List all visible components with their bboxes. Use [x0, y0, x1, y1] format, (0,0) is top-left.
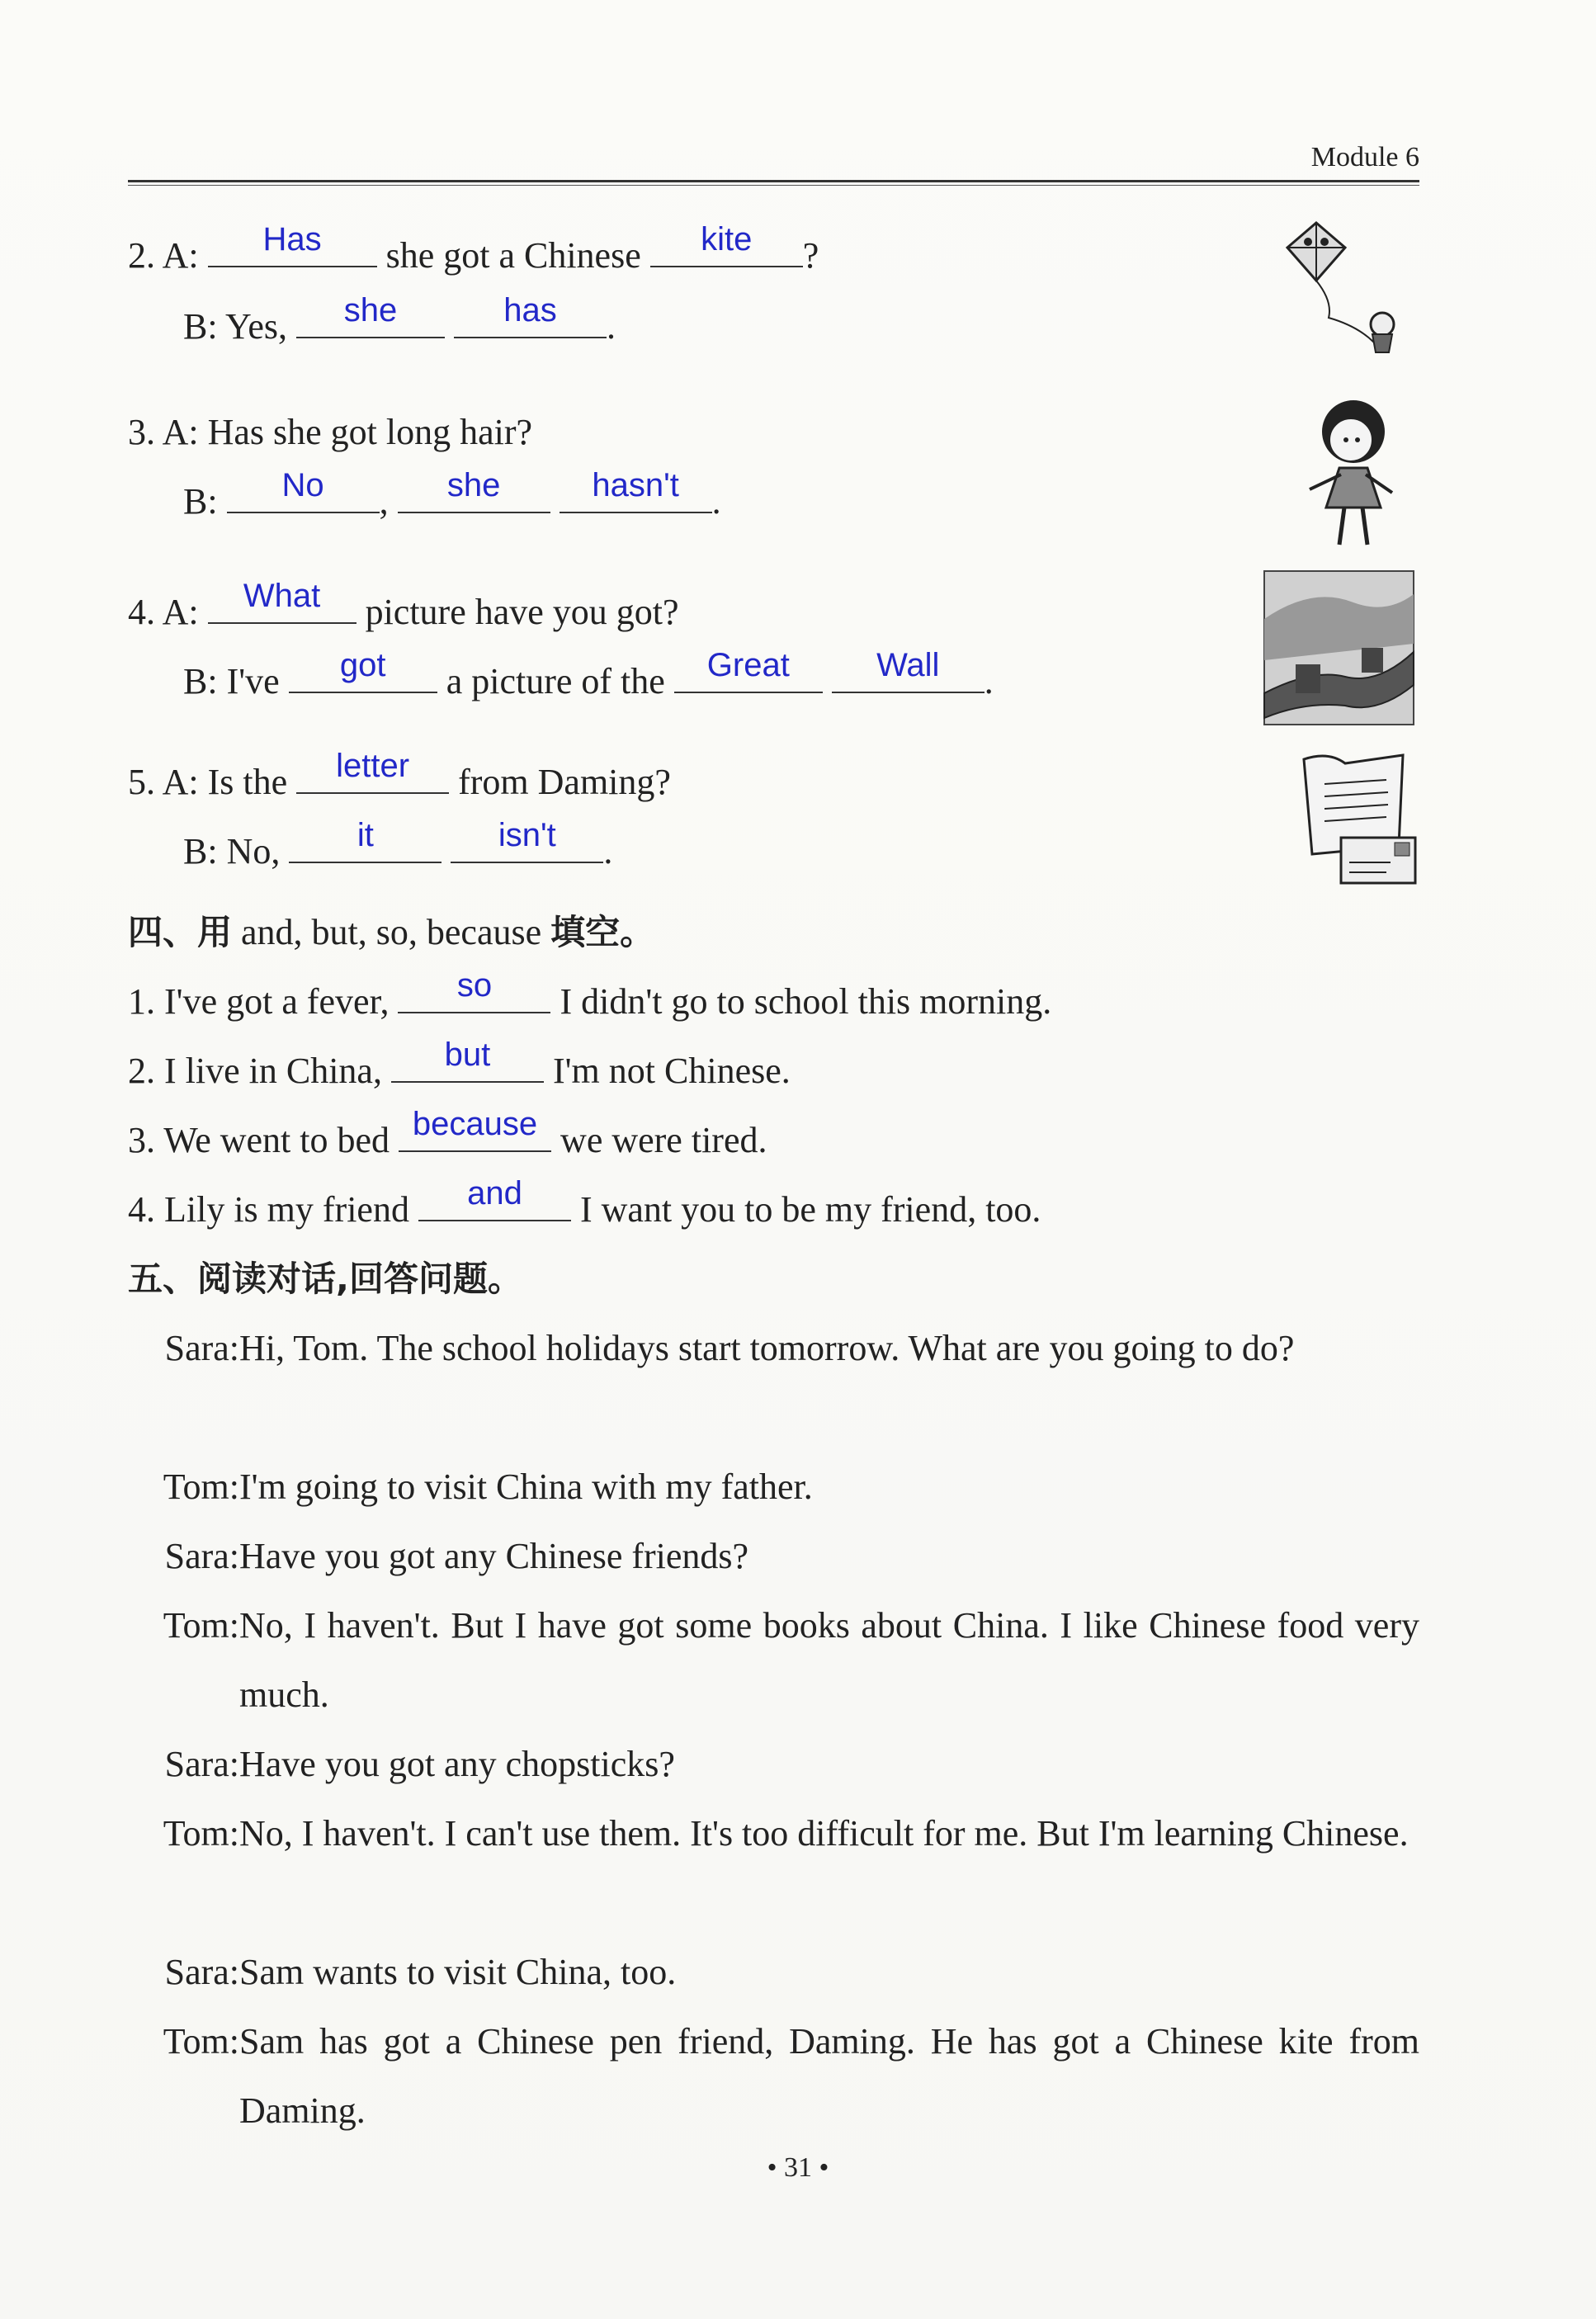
dialogue-text: I'm going to visit China with my father. — [239, 1466, 813, 1507]
speaker-name: Sara: — [164, 1744, 239, 1784]
speaker-label: A: — [162, 762, 199, 802]
question-number: 2. — [128, 1051, 155, 1091]
dialogue-text: No, I haven't. But I have got some books about China. I like Chinese food very much. — [239, 1605, 1419, 1715]
punct: . — [606, 306, 616, 347]
answer-blank[interactable] — [674, 647, 823, 693]
speaker-label: A: — [162, 412, 199, 452]
speaker-name: Sara: — [164, 1952, 239, 1992]
answer-blank[interactable] — [289, 817, 441, 863]
answer-text: isn't — [498, 817, 556, 853]
q3-line-b — [183, 467, 721, 527]
dialogue-text: Have you got any chopsticks? — [239, 1744, 675, 1784]
answer-blank[interactable] — [399, 1106, 551, 1152]
q5-line-b — [183, 817, 613, 876]
heading-prefix: 四、用 — [128, 912, 233, 952]
answer-blank[interactable] — [391, 1037, 544, 1083]
page-number: • 31 • — [767, 2152, 829, 2183]
answer-text: has — [503, 292, 557, 328]
speaker-label: B: — [183, 481, 218, 522]
question-number: 3. — [128, 1120, 155, 1160]
answer-blank[interactable] — [398, 967, 550, 1013]
dialogue-line — [128, 1314, 1419, 1452]
girl-illustration — [1291, 392, 1415, 557]
speaker-name: Tom: — [163, 2021, 239, 2062]
answer-blank[interactable] — [227, 467, 380, 513]
answer-prefix: I've — [226, 661, 280, 701]
speaker-name: Sara: — [164, 1328, 239, 1368]
answer-prefix: No, — [226, 831, 281, 871]
dialogue-line — [128, 1799, 1419, 1938]
heading-words: and, but, so, because — [232, 912, 551, 952]
punct: . — [984, 661, 994, 701]
q5-line-a — [128, 748, 671, 807]
answer-blank[interactable] — [560, 467, 712, 513]
answer-text: because — [412, 1106, 538, 1142]
dialogue-line — [128, 2007, 1419, 2146]
answer-blank[interactable] — [832, 647, 985, 693]
answer-text: kite — [701, 221, 753, 257]
sentence-end: I want you to be my friend, too. — [579, 1189, 1041, 1230]
speaker-name: Tom: — [163, 1605, 239, 1646]
kite-illustration — [1283, 219, 1415, 359]
dialogue-line — [128, 1591, 1419, 1730]
question-number: 3. — [128, 412, 155, 452]
dialogue-text: Have you got any Chinese friends? — [239, 1536, 749, 1576]
answer-text: and — [467, 1175, 522, 1211]
speaker-label: A: — [162, 235, 199, 276]
dialogue-line — [128, 1452, 1419, 1522]
speaker-name: Tom: — [163, 1466, 239, 1507]
dialogue-text: Hi, Tom. The school holidays start tomorrow. What are you going to do? — [239, 1328, 1295, 1368]
s4-item — [128, 1037, 791, 1096]
answer-blank[interactable] — [451, 817, 603, 863]
answer-prefix: Yes, — [224, 306, 287, 347]
answer-blank[interactable] — [208, 221, 377, 267]
q4-line-a — [128, 578, 679, 637]
sentence-start: I've got a fever, — [164, 981, 390, 1022]
question-text: from Daming? — [458, 762, 671, 802]
punct: . — [603, 831, 613, 871]
sentence-end: I didn't go to school this morning. — [560, 981, 1052, 1022]
answer-text: it — [357, 817, 374, 853]
dialogue-text: Sam wants to visit China, too. — [239, 1952, 677, 1992]
q2-line-b — [183, 292, 616, 352]
speaker-label: B: — [183, 661, 218, 701]
speaker-label: A: — [162, 592, 199, 632]
answer-text: but — [444, 1037, 491, 1073]
dialogue-line — [128, 1938, 1419, 2007]
q3-line-a — [128, 408, 532, 457]
question-text: Is the — [207, 762, 288, 802]
module-label: Module 6 — [1310, 142, 1419, 172]
answer-text: hasn't — [592, 467, 679, 503]
answer-text: No — [281, 467, 324, 503]
sentence-end: I'm not Chinese. — [552, 1051, 791, 1091]
section5-heading: 五、阅读对话,回答问题。 — [128, 1259, 522, 1299]
answer-text: letter — [336, 748, 410, 784]
heading-suffix: 填空。 — [550, 912, 655, 952]
question-number: 5. — [128, 762, 155, 802]
answer-text: she — [343, 292, 398, 328]
s4-item — [128, 1106, 767, 1165]
dialogue-text: Sam has got a Chinese pen friend, Daming. He has got a Chinese kite from Daming. — [239, 2021, 1419, 2131]
s4-item — [128, 1175, 1041, 1235]
answer-text: What — [243, 578, 321, 614]
question-number: 1. — [128, 981, 155, 1022]
answer-blank[interactable] — [650, 221, 803, 267]
question-text: she got a Chinese — [385, 235, 641, 276]
sentence-start: We went to bed — [163, 1120, 390, 1160]
answer-text: so — [456, 967, 493, 1004]
dialogue-text: No, I haven't. I can't use them. It's too difficult for me. But I'm learning Chinese. — [239, 1813, 1409, 1854]
answer-text: Has — [262, 221, 322, 257]
question-text: picture have you got? — [365, 592, 679, 632]
answer-blank[interactable] — [208, 578, 357, 624]
s4-item — [128, 967, 1052, 1027]
sentence-start: Lily is my friend — [164, 1189, 409, 1230]
speaker-label: B: — [183, 306, 218, 347]
punct: , — [379, 481, 389, 522]
speaker-label: B: — [183, 831, 218, 871]
answer-middle: a picture of the — [446, 661, 665, 701]
dialogue-line — [128, 1522, 1419, 1591]
question-text: Has she got long hair? — [207, 412, 533, 452]
sentence-start: I live in China, — [164, 1051, 382, 1091]
header-rule-thin — [128, 185, 1419, 186]
question-number: 2. — [128, 235, 155, 276]
answer-text: Wall — [876, 647, 940, 683]
answer-blank[interactable] — [289, 647, 437, 693]
answer-text: Great — [706, 647, 790, 683]
punct: ? — [802, 235, 819, 276]
answer-blank[interactable] — [296, 748, 449, 794]
great-wall-illustration — [1263, 569, 1415, 726]
answer-blank[interactable] — [296, 292, 445, 338]
answer-blank[interactable] — [454, 292, 607, 338]
section4-heading — [128, 908, 654, 957]
answer-text: she — [446, 467, 501, 503]
speaker-name: Sara: — [164, 1536, 239, 1576]
dialogue-line — [128, 1730, 1419, 1799]
q2-line-a — [128, 221, 819, 281]
question-number: 4. — [128, 1189, 155, 1230]
sentence-end: we were tired. — [560, 1120, 767, 1160]
answer-blank[interactable] — [418, 1175, 571, 1221]
question-number: 4. — [128, 592, 155, 632]
answer-text: got — [339, 647, 386, 683]
punct: . — [711, 481, 721, 522]
speaker-name: Tom: — [163, 1813, 239, 1854]
header-rule — [128, 180, 1419, 182]
q4-line-b — [183, 647, 994, 706]
letter-illustration — [1296, 747, 1419, 887]
answer-blank[interactable] — [398, 467, 550, 513]
